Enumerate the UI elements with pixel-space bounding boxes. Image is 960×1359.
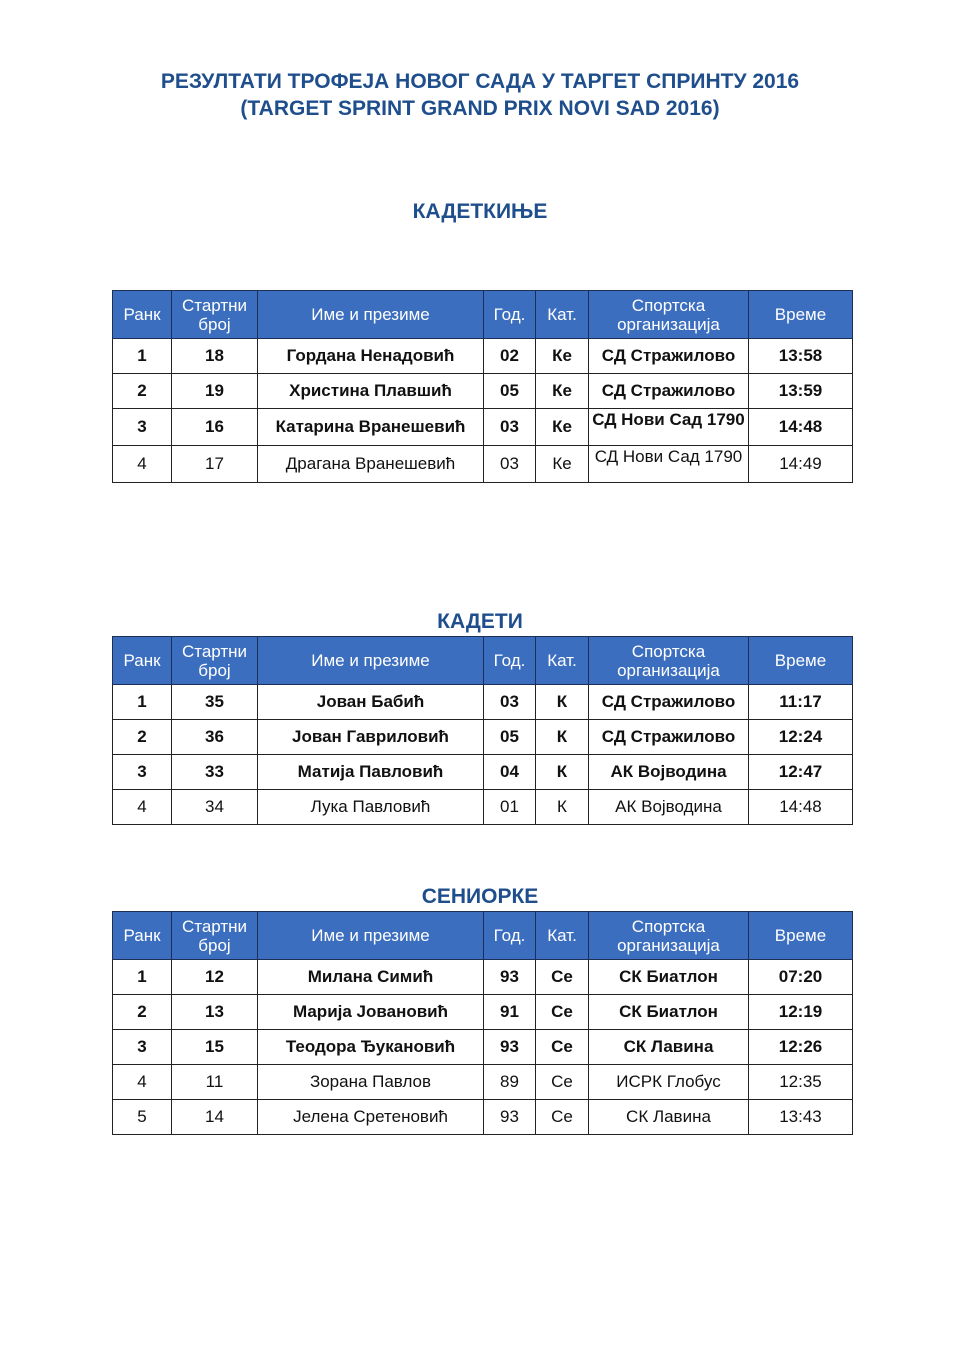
year-cell: 03 [484,409,536,446]
name-cell: Катарина Вранешевић [258,409,484,446]
table-header-row [113,912,853,960]
category-cell: К [536,755,589,790]
rank-cell: 1 [113,339,172,374]
header-start-number: Стартни број [172,291,258,339]
start-number-cell: 36 [172,720,258,755]
header-category: Кат. [536,291,589,339]
start-number-cell: 34 [172,790,258,825]
year-cell: 91 [484,995,536,1030]
table-row [113,446,853,483]
name-cell: Јован Гавриловић [258,720,484,755]
name-cell: Христина Плавшић [258,374,484,409]
name-cell: Гордана Ненадовић [258,339,484,374]
time-cell: 11:17 [749,685,853,720]
header-year: Год. [484,637,536,685]
category-cell: Ке [536,374,589,409]
year-cell: 02 [484,339,536,374]
header-rank: Ранк [113,291,172,339]
header-name: Име и презиме [258,912,484,960]
start-number-cell: 13 [172,995,258,1030]
category-cell: Ке [536,446,589,483]
results-table-seniorke [112,911,853,1135]
start-number-cell: 11 [172,1065,258,1100]
name-cell: Матија Павловић [258,755,484,790]
category-cell: К [536,685,589,720]
year-cell: 01 [484,790,536,825]
header-time: Време [749,291,853,339]
header-category: Кат. [536,637,589,685]
organization-cell: СД Стражилово [589,720,749,755]
start-number-cell: 12 [172,960,258,995]
time-cell: 12:19 [749,995,853,1030]
title-line-1: РЕЗУЛТАТИ ТРОФЕЈА НОВОГ САДА У ТАРГЕТ СПРИНТУ 2016 [160,70,800,93]
organization-cell: СД Нови Сад 1790 [589,409,749,446]
rank-cell: 5 [113,1100,172,1135]
category-cell: Ке [536,339,589,374]
time-cell: 12:35 [749,1065,853,1100]
header-year: Год. [484,291,536,339]
name-cell: Драгана Вранешевић [258,446,484,483]
organization-cell: АК Војводина [589,790,749,825]
category-cell: Се [536,1065,589,1100]
table-row [113,1030,853,1065]
rank-cell: 4 [113,1065,172,1100]
table-row [113,720,853,755]
category-cell: Се [536,960,589,995]
header-rank: Ранк [113,637,172,685]
start-number-cell: 14 [172,1100,258,1135]
organization-cell: АК Војводина [589,755,749,790]
year-cell: 93 [484,1100,536,1135]
time-cell: 13:59 [749,374,853,409]
results-table-kadetkinje [112,290,853,483]
results-table-kadeti [112,636,853,825]
rank-cell: 2 [113,374,172,409]
section-title-seniorke: СЕНИОРКЕ [421,885,539,908]
category-cell: Се [536,1030,589,1065]
table-row [113,1100,853,1135]
rank-cell: 3 [113,1030,172,1065]
rank-cell: 1 [113,685,172,720]
name-cell: Теодора Ђукановић [258,1030,484,1065]
name-cell: Зорана Павлов [258,1065,484,1100]
header-time: Време [749,912,853,960]
rank-cell: 2 [113,995,172,1030]
year-cell: 89 [484,1065,536,1100]
table-row [113,960,853,995]
header-name: Име и презиме [258,637,484,685]
table-row [113,1065,853,1100]
header-rank: Ранк [113,912,172,960]
header-start-number: Стартни број [172,637,258,685]
name-cell: Марија Јовановић [258,995,484,1030]
start-number-cell: 19 [172,374,258,409]
name-cell: Милана Симић [258,960,484,995]
year-cell: 04 [484,755,536,790]
table-row [113,790,853,825]
start-number-cell: 35 [172,685,258,720]
category-cell: К [536,790,589,825]
start-number-cell: 18 [172,339,258,374]
table-header-row [113,637,853,685]
table-row [113,374,853,409]
time-cell: 12:47 [749,755,853,790]
year-cell: 03 [484,685,536,720]
organization-cell: СД Стражилово [589,339,749,374]
header-name: Име и презиме [258,291,484,339]
document-title [0,68,960,122]
category-cell: К [536,720,589,755]
title-line-2: (TARGET SPRINT GRAND PRIX NOVI SAD 2016) [240,97,720,120]
table-row [113,409,853,446]
rank-cell: 3 [113,409,172,446]
time-cell: 12:26 [749,1030,853,1065]
year-cell: 03 [484,446,536,483]
start-number-cell: 17 [172,446,258,483]
rank-cell: 1 [113,960,172,995]
organization-cell: СК Лавина [589,1100,749,1135]
category-cell: Се [536,995,589,1030]
organization-cell: ИСРК Глобус [589,1065,749,1100]
year-cell: 93 [484,1030,536,1065]
time-cell: 14:49 [749,446,853,483]
organization-cell: СД Стражилово [589,685,749,720]
header-organization: Спортска организација [589,291,749,339]
name-cell: Јован Бабић [258,685,484,720]
table-row [113,685,853,720]
section-title-kadetkinje: КАДЕТКИЊЕ [412,200,548,223]
year-cell: 05 [484,374,536,409]
start-number-cell: 15 [172,1030,258,1065]
table-row [113,755,853,790]
name-cell: Лука Павловић [258,790,484,825]
category-cell: Се [536,1100,589,1135]
header-organization: Спортска организација [589,637,749,685]
name-cell: Јелена Сретеновић [258,1100,484,1135]
table-header-row [113,291,853,339]
time-cell: 14:48 [749,409,853,446]
rank-cell: 2 [113,720,172,755]
header-organization: Спортска организација [589,912,749,960]
start-number-cell: 16 [172,409,258,446]
table-row [113,995,853,1030]
section-title-kadeti: КАДЕТИ [437,610,523,633]
time-cell: 13:58 [749,339,853,374]
year-cell: 93 [484,960,536,995]
category-cell: Ке [536,409,589,446]
header-category: Кат. [536,912,589,960]
header-time: Време [749,637,853,685]
time-cell: 13:43 [749,1100,853,1135]
organization-cell: СК Лавина [589,1030,749,1065]
header-start-number: Стартни број [172,912,258,960]
organization-cell: СК Биатлон [589,995,749,1030]
time-cell: 12:24 [749,720,853,755]
organization-cell: СД Нови Сад 1790 [589,446,749,483]
rank-cell: 4 [113,790,172,825]
organization-cell: СД Стражилово [589,374,749,409]
rank-cell: 4 [113,446,172,483]
time-cell: 14:48 [749,790,853,825]
header-year: Год. [484,912,536,960]
start-number-cell: 33 [172,755,258,790]
rank-cell: 3 [113,755,172,790]
organization-cell: СК Биатлон [589,960,749,995]
year-cell: 05 [484,720,536,755]
table-row [113,339,853,374]
time-cell: 07:20 [749,960,853,995]
